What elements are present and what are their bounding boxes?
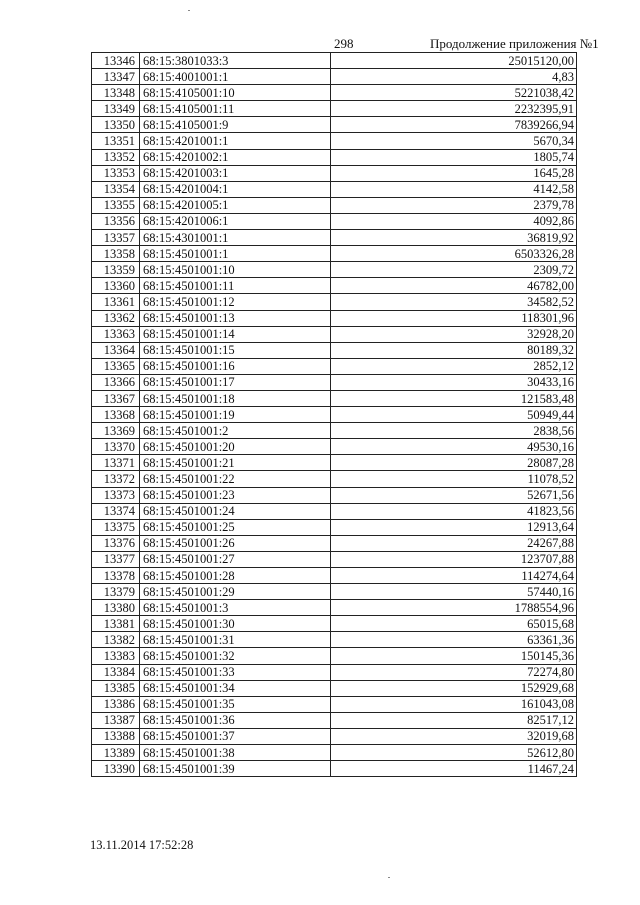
value-cell: 152929,68 (331, 680, 577, 696)
table-row (92, 133, 577, 149)
row-number: 13354 (92, 181, 140, 197)
row-number: 13375 (92, 519, 140, 535)
value-cell: 5670,34 (331, 133, 577, 149)
value-cell: 2379,78 (331, 197, 577, 213)
cadastral-number: 68:15:4105001:10 (140, 85, 331, 101)
value-cell: 1805,74 (331, 149, 577, 165)
cadastral-number: 68:15:4501001:36 (140, 712, 331, 728)
row-number: 13385 (92, 680, 140, 696)
value-cell: 2232395,91 (331, 101, 577, 117)
cadastral-number: 68:15:4501001:28 (140, 568, 331, 584)
row-number: 13355 (92, 197, 140, 213)
table-row (92, 69, 577, 85)
table-row (92, 584, 577, 600)
value-cell: 36819,92 (331, 230, 577, 246)
value-cell: 4142,58 (331, 181, 577, 197)
row-number: 13356 (92, 213, 140, 229)
value-cell: 49530,16 (331, 439, 577, 455)
value-cell: 72274,80 (331, 664, 577, 680)
row-number: 13373 (92, 487, 140, 503)
row-number: 13380 (92, 600, 140, 616)
row-number: 13379 (92, 584, 140, 600)
table-row (92, 535, 577, 551)
cadastral-number: 68:15:4501001:29 (140, 584, 331, 600)
cadastral-number: 68:15:4001001:1 (140, 69, 331, 85)
table-row (92, 728, 577, 744)
cadastral-number: 68:15:4501001:25 (140, 519, 331, 535)
cadastral-number: 68:15:4501001:24 (140, 503, 331, 519)
row-number: 13370 (92, 439, 140, 455)
row-number: 13389 (92, 745, 140, 761)
table-row (92, 423, 577, 439)
value-cell: 24267,88 (331, 535, 577, 551)
cadastral-number: 68:15:4201005:1 (140, 197, 331, 213)
table-row (92, 439, 577, 455)
cadastral-number: 68:15:4501001:37 (140, 728, 331, 744)
row-number: 13369 (92, 423, 140, 439)
row-number: 13384 (92, 664, 140, 680)
data-table (91, 52, 577, 777)
cadastral-number: 68:15:4501001:2 (140, 423, 331, 439)
cadastral-number: 68:15:4501001:35 (140, 696, 331, 712)
appendix-continuation-note: Продолжение приложения №1 (430, 36, 599, 51)
cadastral-number: 68:15:4201003:1 (140, 165, 331, 181)
value-cell: 118301,96 (331, 310, 577, 326)
cadastral-number: 68:15:4501001:1 (140, 246, 331, 262)
cadastral-number: 68:15:4501001:17 (140, 374, 331, 390)
row-number: 13364 (92, 342, 140, 358)
table-row (92, 696, 577, 712)
row-number: 13349 (92, 101, 140, 117)
value-cell: 52671,56 (331, 487, 577, 503)
row-number: 13346 (92, 53, 140, 69)
cadastral-number: 68:15:4501001:32 (140, 648, 331, 664)
table-row (92, 616, 577, 632)
table-body (92, 53, 577, 777)
row-number: 13348 (92, 85, 140, 101)
row-number: 13367 (92, 390, 140, 406)
cadastral-number: 68:15:4501001:38 (140, 745, 331, 761)
cadastral-number: 68:15:4201002:1 (140, 149, 331, 165)
value-cell: 7839266,94 (331, 117, 577, 133)
scan-speck (188, 10, 190, 11)
table-row (92, 101, 577, 117)
row-number: 13381 (92, 616, 140, 632)
cadastral-number: 68:15:4501001:13 (140, 310, 331, 326)
value-cell: 121583,48 (331, 390, 577, 406)
table-row (92, 761, 577, 777)
cadastral-number: 68:15:3801033:3 (140, 53, 331, 69)
value-cell: 1645,28 (331, 165, 577, 181)
cadastral-number: 68:15:4501001:14 (140, 326, 331, 342)
cadastral-number: 68:15:4501001:10 (140, 262, 331, 278)
table-row (92, 326, 577, 342)
cadastral-number: 68:15:4501001:3 (140, 600, 331, 616)
value-cell: 41823,56 (331, 503, 577, 519)
cadastral-number: 68:15:4501001:12 (140, 294, 331, 310)
cadastral-number: 68:15:4201004:1 (140, 181, 331, 197)
cadastral-number: 68:15:4501001:30 (140, 616, 331, 632)
row-number: 13388 (92, 728, 140, 744)
table-row (92, 503, 577, 519)
row-number: 13351 (92, 133, 140, 149)
row-number: 13352 (92, 149, 140, 165)
value-cell: 2852,12 (331, 358, 577, 374)
table-row (92, 519, 577, 535)
value-cell: 52612,80 (331, 745, 577, 761)
row-number: 13347 (92, 69, 140, 85)
table-row (92, 568, 577, 584)
row-number: 13366 (92, 374, 140, 390)
value-cell: 12913,64 (331, 519, 577, 535)
value-cell: 11078,52 (331, 471, 577, 487)
table-row (92, 487, 577, 503)
table-row (92, 197, 577, 213)
cadastral-number: 68:15:4501001:33 (140, 664, 331, 680)
value-cell: 2838,56 (331, 423, 577, 439)
value-cell: 4092,86 (331, 213, 577, 229)
row-number: 13383 (92, 648, 140, 664)
cadastral-number: 68:15:4501001:27 (140, 551, 331, 567)
cadastral-number: 68:15:4501001:39 (140, 761, 331, 777)
table-row (92, 262, 577, 278)
cadastral-number: 68:15:4201001:1 (140, 133, 331, 149)
cadastral-number: 68:15:4501001:18 (140, 390, 331, 406)
table-row (92, 664, 577, 680)
cadastral-number: 68:15:4501001:20 (140, 439, 331, 455)
cadastral-number: 68:15:4501001:23 (140, 487, 331, 503)
value-cell: 2309,72 (331, 262, 577, 278)
table-row (92, 181, 577, 197)
cadastral-number: 68:15:4301001:1 (140, 230, 331, 246)
value-cell: 5221038,42 (331, 85, 577, 101)
row-number: 13382 (92, 632, 140, 648)
row-number: 13368 (92, 407, 140, 423)
value-cell: 34582,52 (331, 294, 577, 310)
row-number: 13372 (92, 471, 140, 487)
row-number: 13360 (92, 278, 140, 294)
row-number: 13387 (92, 712, 140, 728)
row-number: 13362 (92, 310, 140, 326)
table-row (92, 342, 577, 358)
value-cell: 32928,20 (331, 326, 577, 342)
table-row (92, 278, 577, 294)
row-number: 13376 (92, 535, 140, 551)
value-cell: 114274,64 (331, 568, 577, 584)
table-row (92, 230, 577, 246)
value-cell: 123707,88 (331, 551, 577, 567)
value-cell: 150145,36 (331, 648, 577, 664)
value-cell: 46782,00 (331, 278, 577, 294)
value-cell: 11467,24 (331, 761, 577, 777)
row-number: 13357 (92, 230, 140, 246)
table-row (92, 374, 577, 390)
value-cell: 30433,16 (331, 374, 577, 390)
table-row (92, 390, 577, 406)
page-number: 298 (334, 36, 354, 51)
table-row (92, 358, 577, 374)
table-row (92, 632, 577, 648)
row-number: 13350 (92, 117, 140, 133)
value-cell: 63361,36 (331, 632, 577, 648)
row-number: 13374 (92, 503, 140, 519)
value-cell: 6503326,28 (331, 246, 577, 262)
row-number: 13371 (92, 455, 140, 471)
table-row (92, 117, 577, 133)
table-row (92, 471, 577, 487)
value-cell: 65015,68 (331, 616, 577, 632)
table-row (92, 712, 577, 728)
table-row (92, 246, 577, 262)
row-number: 13358 (92, 246, 140, 262)
value-cell: 57440,16 (331, 584, 577, 600)
value-cell: 25015120,00 (331, 53, 577, 69)
table-row (92, 310, 577, 326)
value-cell: 50949,44 (331, 407, 577, 423)
value-cell: 1788554,96 (331, 600, 577, 616)
table-row (92, 600, 577, 616)
row-number: 13361 (92, 294, 140, 310)
cadastral-number: 68:15:4105001:11 (140, 101, 331, 117)
value-cell: 32019,68 (331, 728, 577, 744)
cadastral-number: 68:15:4501001:15 (140, 342, 331, 358)
value-cell: 4,83 (331, 69, 577, 85)
row-number: 13377 (92, 551, 140, 567)
table-row (92, 455, 577, 471)
cadastral-number: 68:15:4501001:22 (140, 471, 331, 487)
cadastral-number: 68:15:4501001:21 (140, 455, 331, 471)
table-row (92, 294, 577, 310)
value-cell: 80189,32 (331, 342, 577, 358)
row-number: 13378 (92, 568, 140, 584)
cadastral-number: 68:15:4201006:1 (140, 213, 331, 229)
table-row (92, 53, 577, 69)
row-number: 13386 (92, 696, 140, 712)
table-row (92, 745, 577, 761)
print-timestamp: 13.11.2014 17:52:28 (90, 838, 194, 852)
cadastral-number: 68:15:4501001:31 (140, 632, 331, 648)
cadastral-number: 68:15:4105001:9 (140, 117, 331, 133)
table-row (92, 165, 577, 181)
row-number: 13365 (92, 358, 140, 374)
cadastral-number: 68:15:4501001:16 (140, 358, 331, 374)
table-row (92, 149, 577, 165)
table-row (92, 85, 577, 101)
scan-speck (388, 877, 390, 878)
cadastral-number: 68:15:4501001:11 (140, 278, 331, 294)
table-row (92, 213, 577, 229)
value-cell: 28087,28 (331, 455, 577, 471)
cadastral-number: 68:15:4501001:34 (140, 680, 331, 696)
value-cell: 161043,08 (331, 696, 577, 712)
table-row (92, 551, 577, 567)
table-row (92, 407, 577, 423)
value-cell: 82517,12 (331, 712, 577, 728)
row-number: 13390 (92, 761, 140, 777)
row-number: 13363 (92, 326, 140, 342)
row-number: 13359 (92, 262, 140, 278)
row-number: 13353 (92, 165, 140, 181)
table-row (92, 648, 577, 664)
cadastral-number: 68:15:4501001:26 (140, 535, 331, 551)
cadastral-number: 68:15:4501001:19 (140, 407, 331, 423)
table-row (92, 680, 577, 696)
